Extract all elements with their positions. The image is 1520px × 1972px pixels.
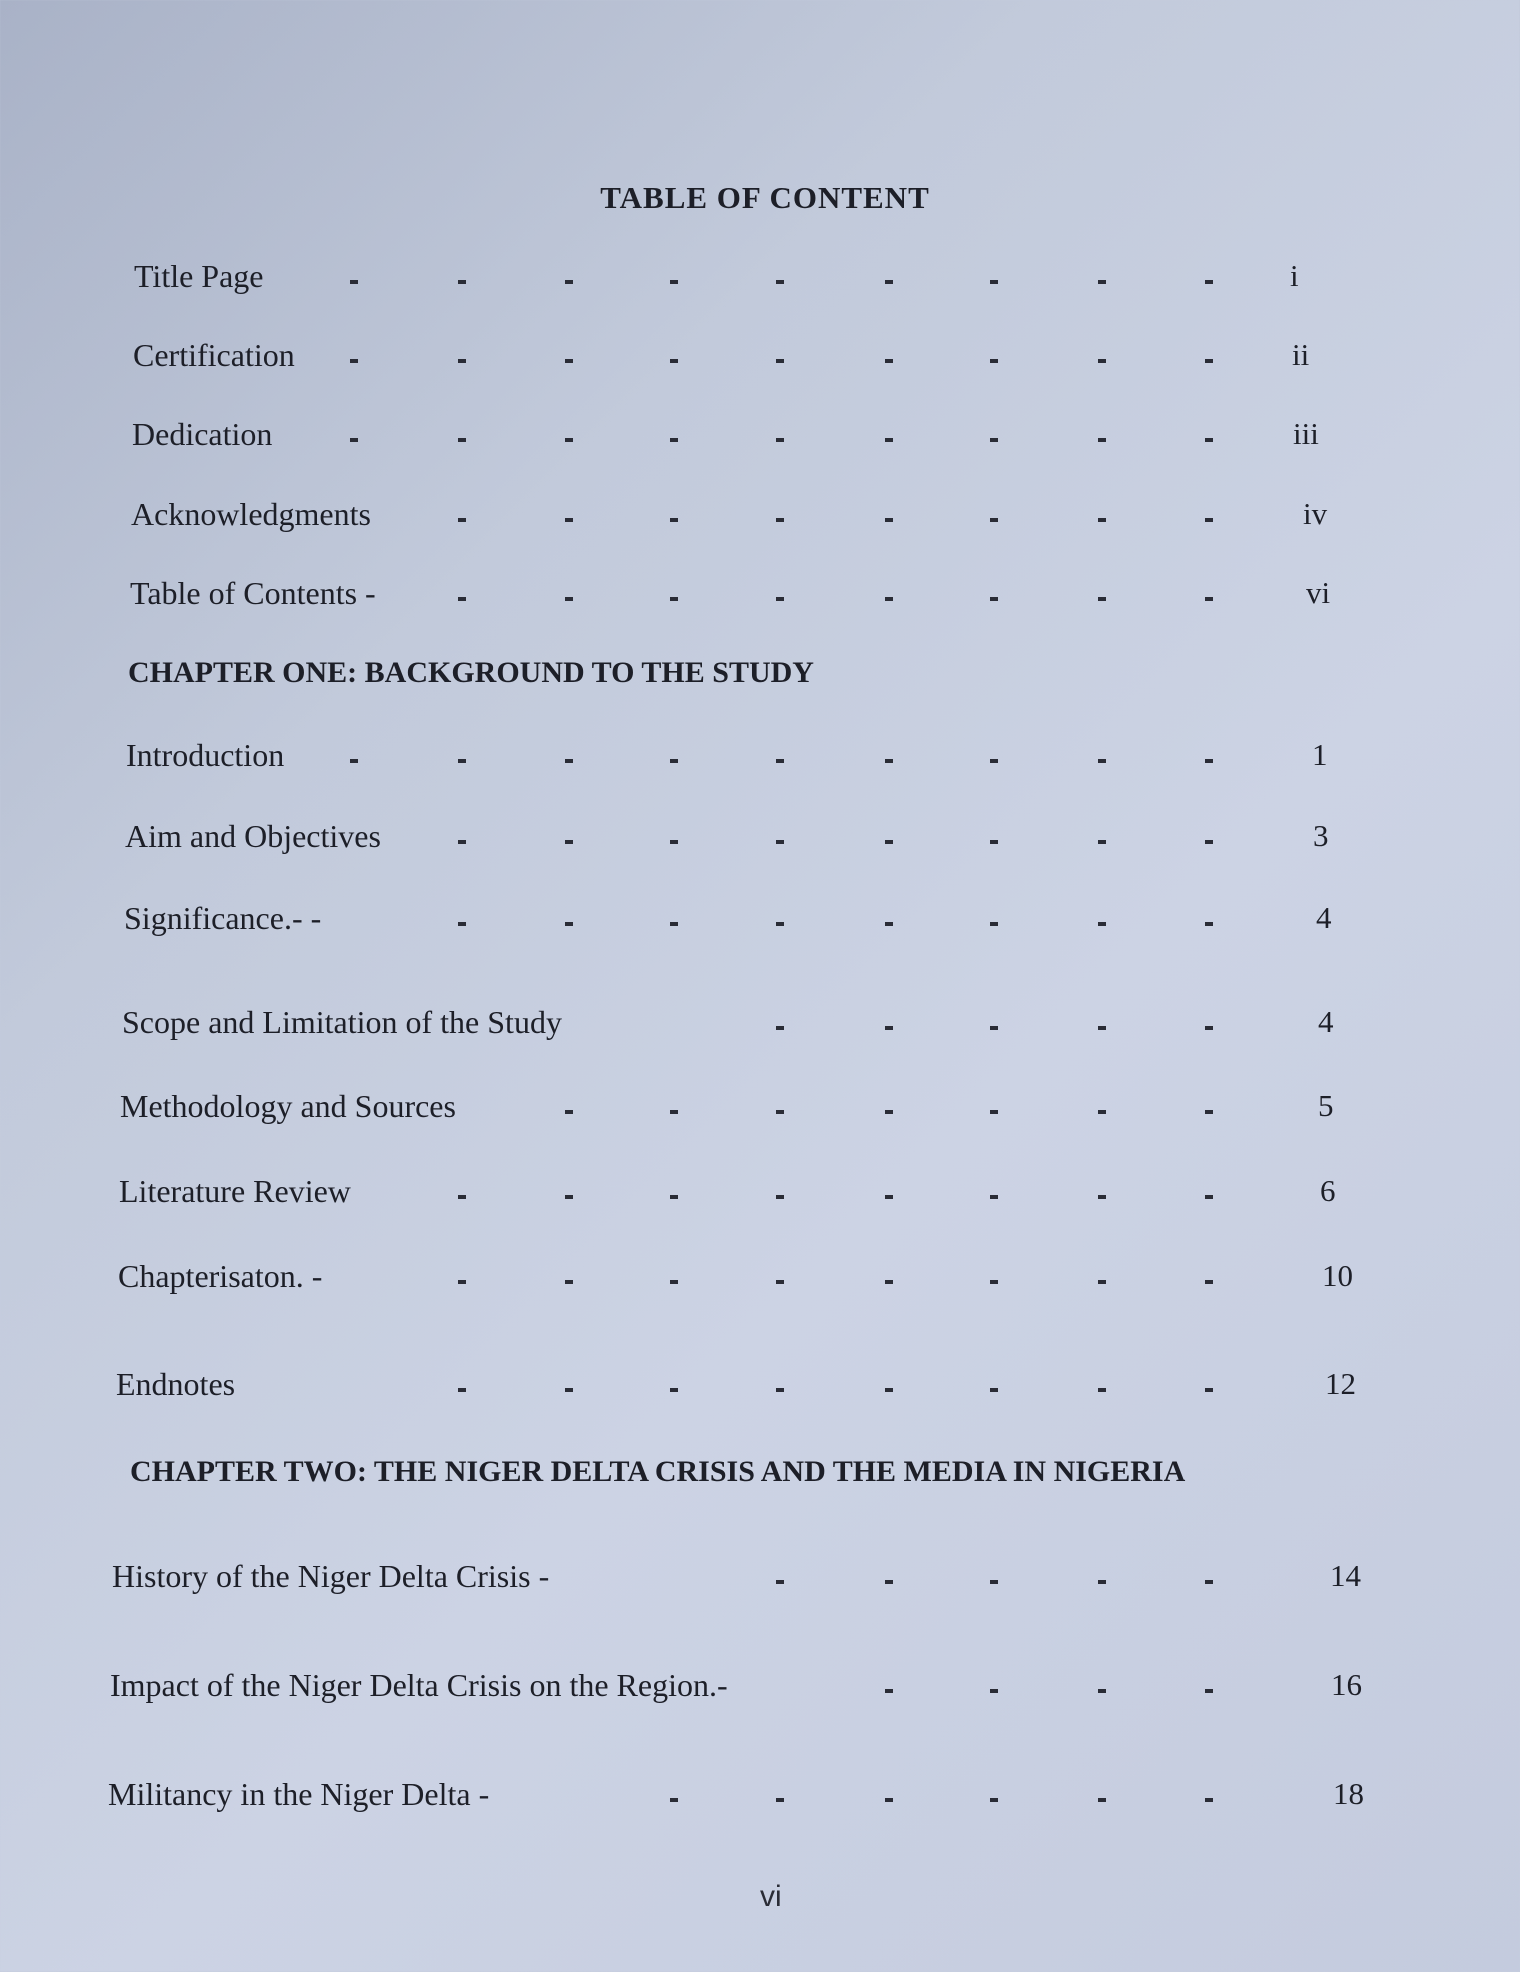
chapter-heading: CHAPTER ONE: BACKGROUND TO THE STUDY [128, 656, 814, 689]
leader-dash [1205, 1026, 1213, 1030]
leader-dash [458, 518, 466, 522]
leader-dash [885, 597, 893, 601]
leader-dash [565, 518, 573, 522]
leader-dash [458, 922, 466, 926]
toc-entry-page-number: 10 [1322, 1258, 1353, 1293]
leader-dash [776, 922, 784, 926]
toc-entry-label: History of the Niger Delta Crisis - [112, 1558, 550, 1594]
leader-dash [990, 1689, 998, 1693]
leader-dash [458, 597, 466, 601]
toc-entry-page-number: vi [1306, 575, 1331, 610]
leader-dash [350, 280, 358, 284]
toc-entry [0, 1667, 1520, 1711]
leader-dash [990, 359, 998, 363]
toc-entry [0, 1558, 1520, 1602]
dot-leader [0, 1004, 1520, 1048]
leader-dash [670, 1388, 678, 1392]
leader-dash [1098, 1388, 1106, 1392]
leader-dash [1098, 840, 1106, 844]
leader-dash [885, 518, 893, 522]
toc-entry-page-number: 3 [1313, 818, 1329, 853]
leader-dash [1098, 1580, 1106, 1584]
leader-dash [990, 518, 998, 522]
leader-dash [1098, 1195, 1106, 1199]
leader-dash [1205, 280, 1213, 284]
dot-leader [0, 496, 1520, 540]
toc-entry [0, 337, 1520, 381]
leader-dash [565, 280, 573, 284]
toc-entry-page-number: 12 [1325, 1366, 1356, 1401]
leader-dash [458, 359, 466, 363]
leader-dash [1205, 1580, 1213, 1584]
leader-dash [990, 922, 998, 926]
leader-dash [670, 359, 678, 363]
leader-dash [670, 840, 678, 844]
toc-entry-page-number: iv [1303, 496, 1328, 531]
leader-dash [1205, 1388, 1213, 1392]
toc-entry [0, 258, 1520, 302]
toc-entry-label: Significance.- - [124, 900, 322, 936]
dot-leader [0, 1088, 1520, 1132]
leader-dash [565, 1110, 573, 1114]
leader-dash [885, 759, 893, 763]
leader-dash [458, 280, 466, 284]
toc-entry [0, 1776, 1520, 1820]
leader-dash [885, 1689, 893, 1693]
leader-dash [1098, 922, 1106, 926]
leader-dash [670, 280, 678, 284]
leader-dash [990, 597, 998, 601]
toc-entry-page-number: 4 [1316, 900, 1332, 935]
dot-leader [0, 1258, 1520, 1302]
toc-entry [0, 416, 1520, 460]
leader-dash [350, 438, 358, 442]
leader-dash [990, 1026, 998, 1030]
leader-dash [885, 1026, 893, 1030]
leader-dash [458, 759, 466, 763]
toc-entry-label: Endnotes [116, 1366, 236, 1402]
toc-entry-page-number: 5 [1318, 1088, 1334, 1123]
leader-dash [458, 840, 466, 844]
toc-entry-label: Dedication [132, 416, 273, 452]
leader-dash [1098, 438, 1106, 442]
leader-dash [776, 1026, 784, 1030]
toc-entry-page-number: ii [1292, 337, 1310, 372]
leader-dash [885, 922, 893, 926]
leader-dash [1205, 759, 1213, 763]
leader-dash [885, 1195, 893, 1199]
leader-dash [776, 1110, 784, 1114]
leader-dash [670, 759, 678, 763]
dot-leader [0, 1173, 1520, 1217]
leader-dash [776, 359, 784, 363]
leader-dash [1205, 518, 1213, 522]
leader-dash [885, 1280, 893, 1284]
toc-entry [0, 1258, 1520, 1302]
leader-dash [670, 1798, 678, 1802]
dot-leader [0, 737, 1520, 781]
dot-leader [0, 416, 1520, 460]
leader-dash [670, 518, 678, 522]
toc-entry [0, 1088, 1520, 1132]
leader-dash [885, 1580, 893, 1584]
leader-dash [885, 359, 893, 363]
toc-entry [0, 1173, 1520, 1217]
leader-dash [1098, 1280, 1106, 1284]
toc-entry-page-number: 18 [1333, 1776, 1364, 1811]
leader-dash [1205, 359, 1213, 363]
toc-entry-page-number: 16 [1331, 1667, 1362, 1702]
leader-dash [776, 1798, 784, 1802]
dot-leader [0, 1776, 1520, 1820]
toc-entry [0, 1004, 1520, 1048]
dot-leader [0, 1366, 1520, 1410]
toc-entry-page-number: i [1290, 258, 1299, 293]
leader-dash [990, 1580, 998, 1584]
leader-dash [885, 1798, 893, 1802]
leader-dash [1098, 1026, 1106, 1030]
toc-entry-label: Table of Contents - [130, 575, 376, 611]
toc-entry-label: Certification [133, 337, 295, 373]
leader-dash [458, 438, 466, 442]
leader-dash [670, 597, 678, 601]
toc-entry-label: Methodology and Sources [120, 1088, 456, 1124]
toc-entry-label: Literature Review [119, 1173, 351, 1209]
leader-dash [670, 1110, 678, 1114]
leader-dash [776, 1388, 784, 1392]
toc-entry-label: Introduction [126, 737, 285, 773]
leader-dash [565, 1388, 573, 1392]
toc-entry [0, 818, 1520, 862]
leader-dash [565, 1280, 573, 1284]
toc-entry-page-number: 14 [1330, 1558, 1361, 1593]
toc-entry-label: Acknowledgments [131, 496, 371, 532]
toc-entry [0, 737, 1520, 781]
leader-dash [1098, 1110, 1106, 1114]
leader-dash [776, 597, 784, 601]
leader-dash [776, 1580, 784, 1584]
leader-dash [458, 1388, 466, 1392]
leader-dash [776, 280, 784, 284]
leader-dash [1205, 1195, 1213, 1199]
leader-dash [1205, 438, 1213, 442]
dot-leader [0, 1667, 1520, 1711]
leader-dash [565, 597, 573, 601]
leader-dash [565, 759, 573, 763]
page-folio: vi [760, 1880, 782, 1913]
leader-dash [1098, 1798, 1106, 1802]
dot-leader [0, 1558, 1520, 1602]
leader-dash [990, 1110, 998, 1114]
leader-dash [565, 922, 573, 926]
leader-dash [1098, 280, 1106, 284]
leader-dash [885, 438, 893, 442]
toc-entry-label: Impact of the Niger Delta Crisis on the Region.- [110, 1667, 728, 1703]
leader-dash [350, 759, 358, 763]
leader-dash [350, 359, 358, 363]
leader-dash [565, 359, 573, 363]
dot-leader [0, 818, 1520, 862]
leader-dash [565, 1195, 573, 1199]
leader-dash [565, 840, 573, 844]
leader-dash [670, 1280, 678, 1284]
leader-dash [1098, 518, 1106, 522]
leader-dash [776, 840, 784, 844]
leader-dash [1205, 922, 1213, 926]
leader-dash [885, 1388, 893, 1392]
dot-leader [0, 900, 1520, 944]
toc-entry-page-number: 4 [1318, 1004, 1334, 1039]
page-title: TABLE OF CONTENT [600, 180, 930, 215]
leader-dash [990, 1195, 998, 1199]
leader-dash [990, 1798, 998, 1802]
leader-dash [1098, 359, 1106, 363]
leader-dash [990, 1280, 998, 1284]
toc-entry-page-number: 1 [1312, 737, 1328, 772]
leader-dash [990, 759, 998, 763]
leader-dash [885, 840, 893, 844]
toc-entry-label: Chapterisaton. - [118, 1258, 323, 1294]
leader-dash [458, 1280, 466, 1284]
leader-dash [990, 280, 998, 284]
leader-dash [776, 1195, 784, 1199]
leader-dash [776, 1280, 784, 1284]
toc-entry-label: Scope and Limitation of the Study [122, 1004, 562, 1040]
leader-dash [670, 1195, 678, 1199]
leader-dash [776, 759, 784, 763]
leader-dash [776, 438, 784, 442]
leader-dash [1098, 1689, 1106, 1693]
leader-dash [1205, 1110, 1213, 1114]
toc-entry [0, 1366, 1520, 1410]
leader-dash [990, 438, 998, 442]
leader-dash [885, 1110, 893, 1114]
leader-dash [1205, 840, 1213, 844]
leader-dash [1205, 1280, 1213, 1284]
toc-entry-page-number: iii [1293, 416, 1319, 451]
chapter-heading: CHAPTER TWO: THE NIGER DELTA CRISIS AND THE MEDIA IN NIGERIA [130, 1455, 1186, 1488]
leader-dash [565, 438, 573, 442]
toc-entry [0, 575, 1520, 619]
leader-dash [990, 840, 998, 844]
leader-dash [1098, 759, 1106, 763]
dot-leader [0, 575, 1520, 619]
toc-entry-page-number: 6 [1320, 1173, 1336, 1208]
leader-dash [1205, 1798, 1213, 1802]
toc-entry-label: Title Page [134, 258, 264, 294]
leader-dash [1205, 1689, 1213, 1693]
toc-entry-label: Aim and Objectives [125, 818, 381, 854]
toc-entry [0, 496, 1520, 540]
leader-dash [1098, 597, 1106, 601]
leader-dash [670, 438, 678, 442]
toc-entry [0, 900, 1520, 944]
leader-dash [458, 1195, 466, 1199]
leader-dash [670, 922, 678, 926]
toc-entry-label: Militancy in the Niger Delta - [108, 1776, 490, 1812]
leader-dash [776, 518, 784, 522]
leader-dash [1205, 597, 1213, 601]
leader-dash [990, 1388, 998, 1392]
leader-dash [885, 280, 893, 284]
